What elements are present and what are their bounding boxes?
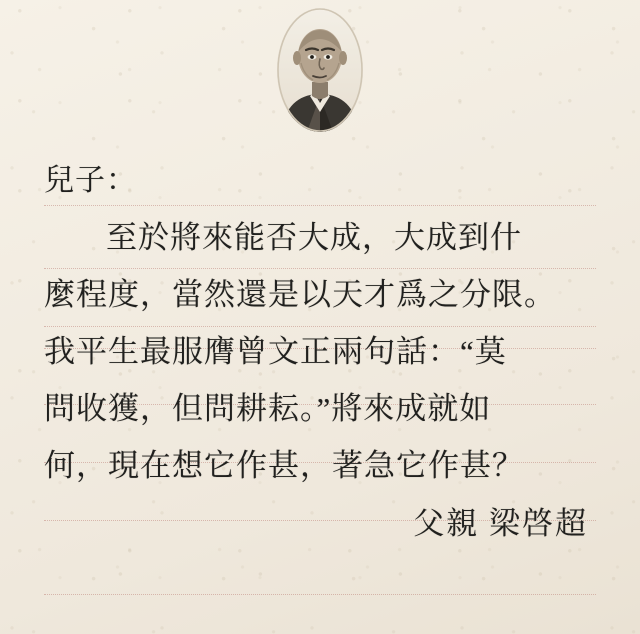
portrait-oval-frame	[277, 8, 363, 132]
letter-body-line: 我平生最服膺曾文正兩句話：“莫	[44, 334, 507, 369]
letter-body-line: 至於將來能否大成，大成到什	[106, 220, 522, 255]
letter-salutation: 兒子：	[44, 164, 137, 197]
portrait-photo	[277, 8, 363, 132]
rule-line	[44, 594, 596, 595]
portrait-illustration	[277, 8, 363, 132]
letter-signature: 父親 梁啓超	[413, 506, 588, 541]
letter-text	[44, 152, 596, 554]
letter-body-line: 問收獲，但問耕耘。”將來成就如	[44, 391, 492, 426]
letter-body-line: 麼程度，當然還是以天才爲之分限。	[44, 277, 556, 312]
letter-body-line: 何，現在想它作甚，著急它作甚？	[44, 448, 524, 483]
